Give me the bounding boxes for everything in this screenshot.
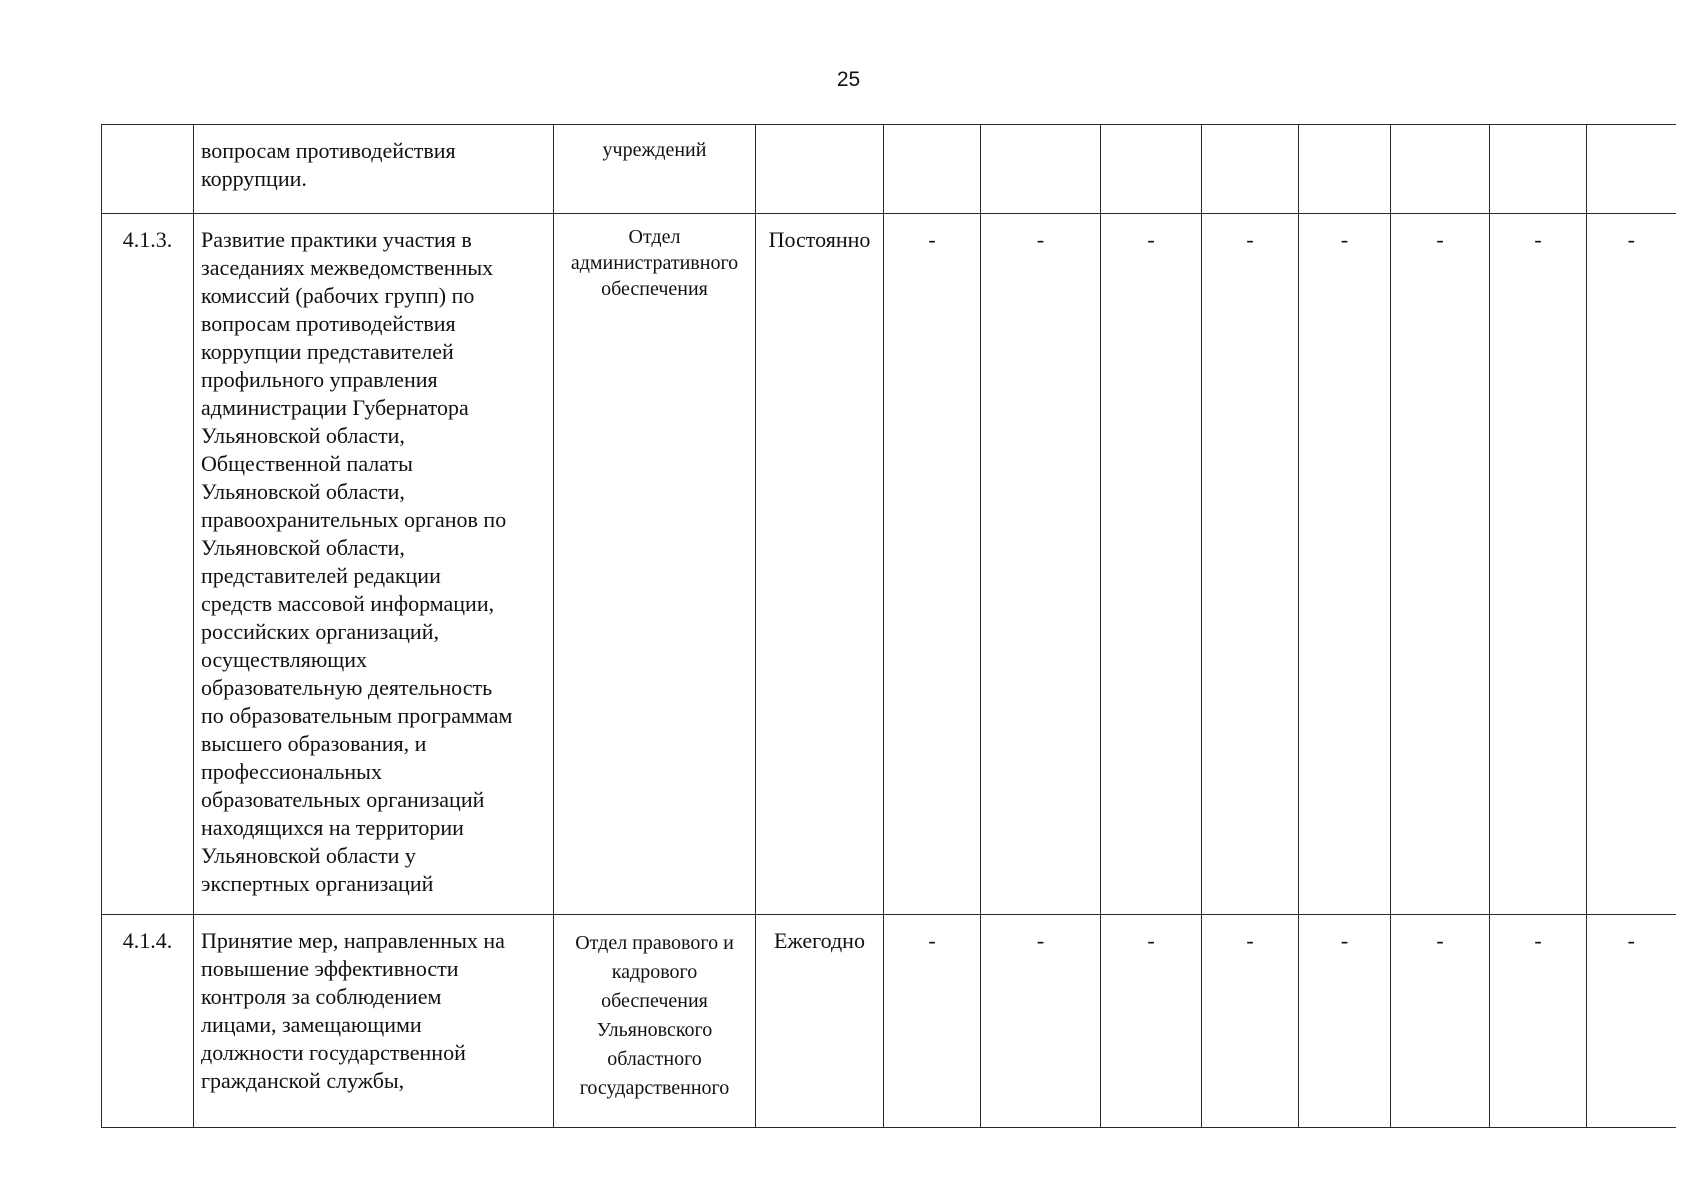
value-cell: - — [1299, 915, 1391, 1128]
value-cell — [1202, 125, 1299, 214]
value-cell: - — [1202, 214, 1299, 915]
item-executor: учреждений — [554, 125, 756, 214]
value-cell — [884, 125, 981, 214]
item-term — [756, 125, 884, 214]
value-cell — [1391, 125, 1490, 214]
item-description: вопросам противодействия коррупции. — [194, 125, 554, 214]
value-cell: - — [1101, 214, 1202, 915]
item-number — [102, 125, 194, 214]
value-cell: - — [1490, 915, 1587, 1128]
plan-table — [101, 124, 1676, 1128]
value-cell: - — [1299, 214, 1391, 915]
page-number: 25 — [836, 68, 861, 91]
value-cell: - — [884, 214, 981, 915]
value-cell — [981, 125, 1101, 214]
value-cell: - — [981, 915, 1101, 1128]
item-term: Постоянно — [756, 214, 884, 915]
item-number: 4.1.3. — [102, 214, 194, 915]
value-cell: - — [884, 915, 981, 1128]
value-cell: - — [981, 214, 1101, 915]
item-term: Ежегодно — [756, 915, 884, 1128]
item-executor: Отдел правового и кадрового обеспечения Ульяновского областного государственного — [554, 915, 756, 1128]
value-cell — [1101, 125, 1202, 214]
value-cell: - — [1587, 214, 1676, 915]
value-cell — [1490, 125, 1587, 214]
item-description: Принятие мер, направленных на повышение эффективности контроля за соблюдением лицами, замещающими должности государственной гражданской службы, — [194, 915, 554, 1128]
item-description: Развитие практики участия в заседаниях межведомственных комиссий (рабочих групп) по вопросам противодействия коррупции представителей профильного управления администрации Губернатора Ульяновской области, Общественной палаты Ульяновской области, правоохранительных органов по Ульяновской области, представителей редакции средств массовой информации, российских организаций, осуществляющих образовательную деятельность по образовательным программам высшего образования, и профессиональных образовательных организаций находящихся на территории Ульяновской области у экспертных организаций — [194, 214, 554, 915]
value-cell: - — [1490, 214, 1587, 915]
value-cell — [1299, 125, 1391, 214]
value-cell — [1587, 125, 1676, 214]
value-cell: - — [1391, 214, 1490, 915]
table-row — [102, 125, 1676, 214]
table-row — [102, 915, 1676, 1128]
item-number: 4.1.4. — [102, 915, 194, 1128]
table-body — [102, 125, 1676, 1128]
table-row — [102, 214, 1676, 915]
value-cell: - — [1101, 915, 1202, 1128]
value-cell: - — [1587, 915, 1676, 1128]
value-cell: - — [1391, 915, 1490, 1128]
item-executor: Отдел административного обеспечения — [554, 214, 756, 915]
value-cell: - — [1202, 915, 1299, 1128]
